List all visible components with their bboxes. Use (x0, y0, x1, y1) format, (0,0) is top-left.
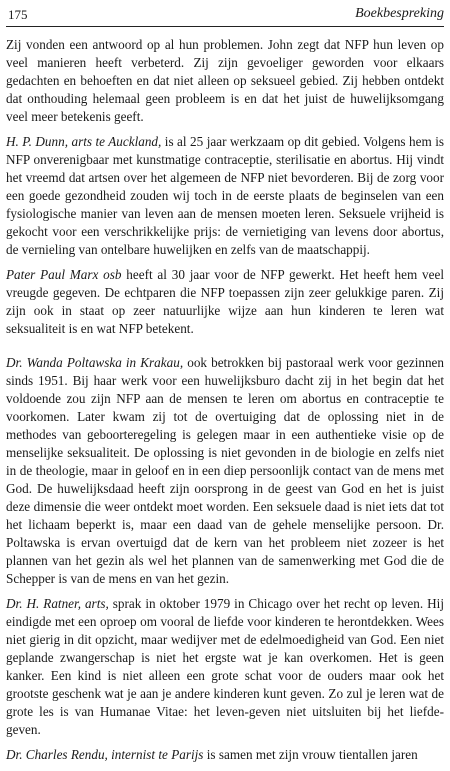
paragraph (6, 266, 444, 338)
person-name: Dr. Wanda Poltawska in Krakau, (6, 355, 184, 370)
paragraph-text: heeft al 30 jaar voor de NFP gewerkt. Het heeft hem veel vreugde gegeven. De echtparen die NFP toepassen zijn zeer gelukkige paren. Zij zijn ook in staat op zeer natuurlijke wijze aan hun kinderen te leren wat seksualiteit is en wat NFP betekent. (6, 267, 445, 336)
paragraph-text: is samen met zijn vrouw tientallen jaren (203, 747, 418, 762)
paragraph-text: is al 25 jaar werkzaam op dit gebied. Volgens hem is NFP onverenigbaar met kunstmatige contraceptie, sterilisatie en abortus. Hij vindt het vreemd dat artsen over het algemeen de NFP niet bevorderen. Bij de zorg voor een goede gezondheid zouden wij toch in de eerste plaats de beginselen van een fysiologische manier van leven aan de mensen moeten leren. Seksuele vrijheid is gekocht voor een verschrikkelijke prijs: de vernietiging van levens door abortus, de vernieling van ontelbare huwelijken en zelfs van de maatschappij. (6, 134, 444, 257)
person-name: Dr. H. Ratner, arts, (6, 596, 109, 611)
paragraph (6, 133, 444, 259)
paragraph-text: sprak in oktober 1979 in Chicago over het recht op leven. Hij eindigde met een oproep om vooral de liefde voor kinderen te herontdekken. Wees niet gierig in dit opzicht, maar wedijver met de edelmoedigheid van God. Een niet geplande zwangerschap is niet het ergste wat je kan overkomen. Het is geen kanker. Een kind is niet alleen een grote schat voor de ouders maar ook het grootste geschenk wat je aan je andere kinderen kunt geven. Zo zul je leren wat de grote les is van Humanae Vitae: het leven-geven niet uitsluiten bij het liefde-geven. (6, 596, 445, 737)
paragraph (6, 595, 444, 739)
paragraph-text: ook betrokken bij pastoraal werk voor gezinnen sinds 1951. Bij haar werk voor een huwelijksburo dacht zij in het begin dat het voldoende zou zijn NFP aan de mensen te leren om abortus en contraceptie te voorkomen. Later kwam zij tot de overtuiging dat de oplossing niet in de methodes van geboorteregeling is gelegen maar in een authentieke visie op de menselijke seksualiteit. De oplossing is niet gevonden in de biologie en zelfs niet in de theologie, maar in geloof en in een diep persoonlijk contact van de mens met God. De huwelijksdaad heeft zijn oorsprong in de geest van God en het is juist deze dimensie die weer ontdekt moet worden. Een seksuele daad is niet iets dat tot het lichaam beperkt is, maar een daad van de gehele menselijke persoon. Dr. Poltawska is ervan overtuigd dat de kern van het probleem niet zozeer is het plannen van het gezin als wel het plannen van de samenwerking met God die de Schepper is van de mens en van het gezin. (6, 355, 445, 586)
page-header (6, 6, 444, 27)
running-title: Boekbespreking (355, 6, 444, 21)
paragraph (6, 746, 444, 764)
paragraph (6, 354, 444, 588)
page-body (6, 36, 444, 771)
person-name: Pater Paul Marx osb (6, 267, 122, 282)
paragraph-text: Zij vonden een antwoord op al hun problemen. John zegt dat NFP hun leven op veel manieren heeft verbeterd. Zij zijn gevoeliger geworden voor elkaars gedachten en behoeften en dat niet alleen op seksueel gebied. Zij hebben ontdekt dat onthouding helemaal geen probleem is en dat het juist de huwelijksomgang veel meer betekenis geeft. (6, 37, 444, 124)
paragraph (6, 36, 444, 126)
person-name: H. P. Dunn, arts te Auckland, (6, 134, 162, 149)
page-number: 175 (8, 7, 28, 22)
person-name: Dr. Charles Rendu, internist te Parijs (6, 747, 204, 762)
